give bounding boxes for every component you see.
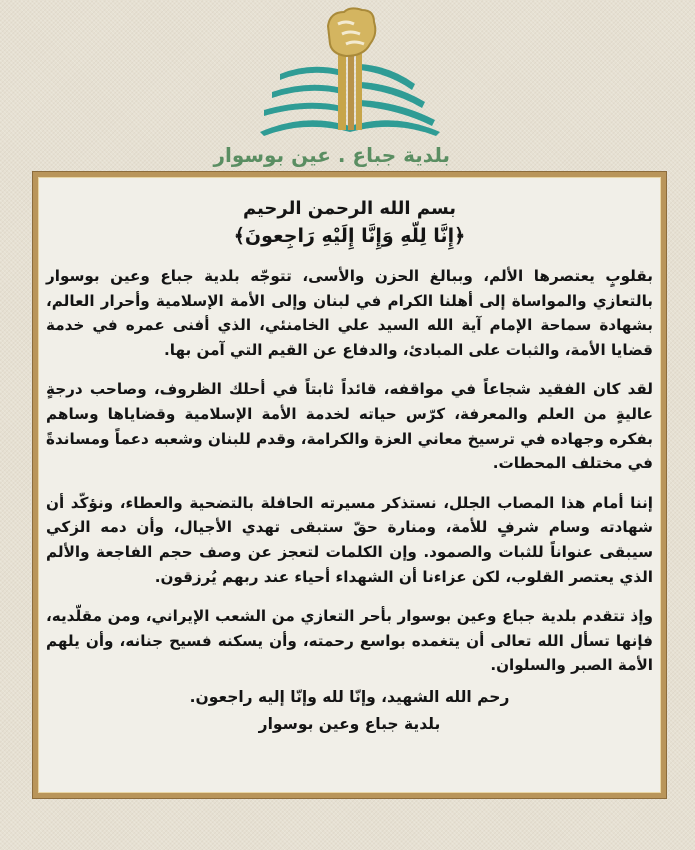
logo-text: بلدية جباع . عين بوسوار: [213, 143, 450, 167]
paragraph-4: وإذ تتقدم بلدية جباع وعين بوسوار بأحر التعازي من الشعب الإيراني، ومن مقلّديه، فإنها تسأل الله تعالى أن يتغمده بواسع رحمته، وأن يسكنه فسيح جنانه، وأن يلهم الأمة الصبر والسلوان.: [46, 607, 653, 675]
paragraph-1: بقلوبٍ يعتصرها الألم، وببالغ الحزن والأسى، تتوجّه بلدية جباع وعين بوسوار بالتعازي والمواساة إلى أهلنا الكرام في لبنان وإلى الأمة الإسلامية وأحرار العالم، بشهادة سماحة الإمام آية الله السيد علي الخامنئي، الذي أفنى عمره في خدمة قضايا الأمة، والثبات على المبادئ، والدفاع عن القيم التي آمن بها.: [46, 267, 653, 359]
municipality-logo: [213, 4, 450, 168]
basmala-heading: بسم الله الرحمن الرحيم: [242, 198, 457, 219]
signature: بلدية جباع وعين بوسوار: [258, 714, 441, 733]
document-frame: [33, 172, 666, 798]
paragraph-2: لقد كان الفقيد شجاعاً في مواقفه، قائداً ثابتاً في أحلك الظروف، وصاحب درجةٍ عاليةٍ من العلم والمعرفة، كرّس حياته لخدمة الأمة الإسلامية وقضاياها وساهم بفكره وجهاده في ترسيخ معاني العزة والكرامة، وقدم للبنان وشعبه دعماً ومساندةً في مختلف المحطات.: [46, 380, 653, 473]
quran-verse: ﴿إِنَّا لِلّهِ وَإِنَّا إِلَيْهِ رَاجِعونَ﴾: [233, 225, 466, 247]
closing-line: رحم الله الشهيد، وإنّا لله وإنّا إليه راجعون.: [189, 687, 510, 706]
paragraph-3: إننا أمام هذا المصاب الجلل، نستذكر مسيرته الحافلة بالتضحية والعطاء، ونؤكّد أن شهادته وسام شرفٍ للأمة، ومنارة حقّ ستبقى تهدي الأجيال، وأن دمه الزكي سيبقى عنواناً للثبات والصمود. وإن الكلمات لتعجز عن وصف حجم الفاجعة والألم الذي يعتصر القلوب، لكن عزاءنا أن الشهداء أحياء عند ربهم يُرزقون.: [46, 493, 653, 586]
condolence-letter: [46, 195, 653, 783]
fist-book-icon: [250, 4, 450, 140]
